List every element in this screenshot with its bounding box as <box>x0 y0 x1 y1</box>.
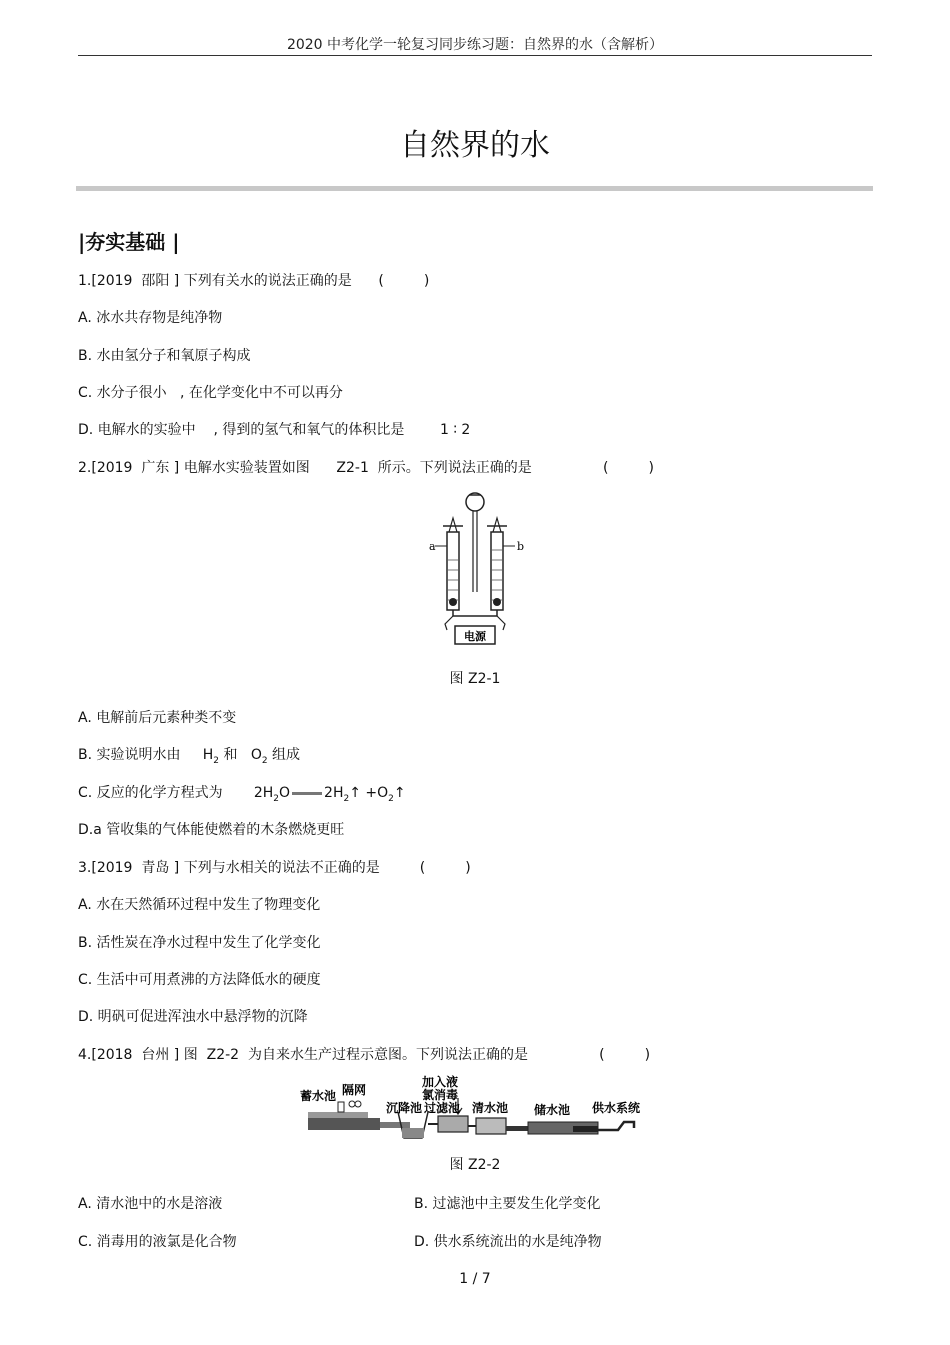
chlorine-label-line1: 加入液 <box>422 1075 459 1089</box>
q1-option-c: C. 水分子很小 , 在化学变化中不可以再分 <box>78 385 343 401</box>
figure-z2-1-caption: 图 Z2-1 <box>449 671 501 687</box>
q4-option-b: B. 过滤池中主要发生化学变化 <box>414 1196 601 1212</box>
page-header: 2020 中考化学一轮复习同步练习题：自然界的水（含解析） <box>286 37 664 53</box>
section-heading: |夯实基础 | <box>78 230 180 254</box>
q3-option-d: D. 明矾可促进浑浊水中悬浮物的沉降 <box>78 1009 308 1025</box>
q4-option-a: A. 清水池中的水是溶液 <box>78 1196 223 1212</box>
supply-system-label: 供水系统 <box>592 1101 641 1115</box>
q2-option-c: C. 反应的化学方程式为 $2H_2O$ $2H_2↑$ $+O_2↑$ <box>78 785 406 804</box>
q1-option-d: D. 电解水的实验中 , 得到的氢气和氧气的体积比是 1 ∶ 2 <box>78 422 471 438</box>
q1-stem: 1.[2019 邵阳 ] 下列有关水的说法正确的是 ( ) <box>78 273 430 289</box>
chlorine-label-line2: 氯消毒 <box>422 1088 459 1102</box>
tube-b-label: b <box>517 540 525 553</box>
settling-tank-label: 沉降池 <box>386 1101 423 1115</box>
q1-option-a: A. 冰水共存物是纯净物 <box>78 310 223 326</box>
figure-z2-2-caption: 图 Z2-2 <box>449 1157 501 1173</box>
q3-option-a: A. 水在天然循环过程中发生了物理变化 <box>78 897 321 913</box>
q3-option-b: B. 活性炭在净水过程中发生了化学变化 <box>78 935 321 951</box>
equation-arrow <box>292 792 322 795</box>
page-number: 1 / 7 <box>459 1271 491 1287</box>
tube-a-label: a <box>429 540 436 553</box>
q3-stem: 3.[2019 青岛 ] 下列与水相关的说法不正确的是 ( ) <box>78 860 471 876</box>
filter-tank-label: 过滤池 <box>424 1101 461 1115</box>
q4-stem: 4.[2018 台州 ] 图 Z2-2 为自来水生产过程示意图。下列说法正确的是 ( ) <box>78 1047 651 1063</box>
q3-option-c: C. 生活中可用煮沸的方法降低水的硬度 <box>78 972 321 988</box>
q4-option-c: C. 消毒用的液氯是化合物 <box>78 1234 237 1250</box>
screen-label: 隔网 <box>342 1083 367 1097</box>
water-treatment-process-figure <box>298 1072 648 1144</box>
title-divider <box>76 186 873 191</box>
reservoir-label: 蓄水池 <box>300 1089 337 1103</box>
q2-stem: 2.[2019 广东 ] 电解水实验装置如图 Z2-1 所示。下列说法正确的是 ( ) <box>78 460 654 476</box>
storage-tank-label: 储水池 <box>534 1103 571 1117</box>
page-title: 自然界的水 <box>400 128 550 163</box>
electrolysis-apparatus-figure <box>425 490 525 646</box>
q1-option-b: B. 水由氢分子和氧原子构成 <box>78 348 251 364</box>
q2-option-d: D.a 管收集的气体能使燃着的木条燃烧更旺 <box>78 822 345 838</box>
q4-option-d: D. 供水系统流出的水是纯净物 <box>414 1234 602 1250</box>
header-divider <box>78 55 872 56</box>
clear-water-tank-label: 清水池 <box>472 1101 509 1115</box>
q2-option-a: A. 电解前后元素种类不变 <box>78 710 237 726</box>
power-supply-label: 电源 <box>464 630 486 643</box>
q2-option-b: B. 实验说明水由 $H_2$ 和 $O_2$ 组成 <box>78 747 301 766</box>
